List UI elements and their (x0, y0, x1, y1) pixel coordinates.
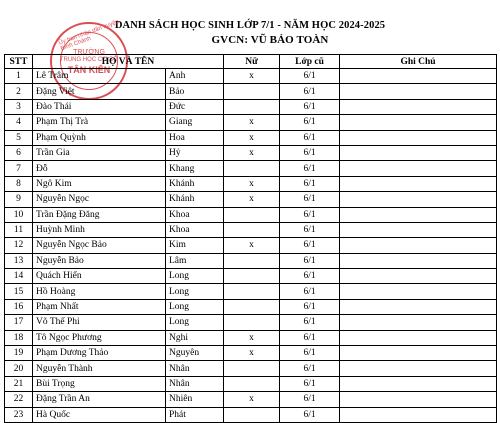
row-ho: Võ Thế Phi (33, 315, 166, 330)
row-lop-cu: 6/1 (280, 407, 340, 422)
row-stt: 6 (5, 145, 33, 160)
row-ghi-chu (340, 346, 497, 361)
table-row (5, 315, 497, 330)
row-ghi-chu (340, 330, 497, 345)
row-ten: Hoa (166, 130, 224, 145)
row-lop-cu: 6/1 (280, 99, 340, 114)
header-ghi-chu: Ghi Chú (340, 55, 497, 69)
row-ho: Đặng Việt (33, 84, 166, 99)
row-nu: x (224, 176, 280, 191)
row-ghi-chu (340, 299, 497, 314)
row-ghi-chu (340, 238, 497, 253)
row-ten: Phát (166, 407, 224, 422)
row-stt: 8 (5, 176, 33, 191)
table-row (5, 376, 497, 391)
row-ghi-chu (340, 407, 497, 422)
row-ghi-chu (340, 69, 497, 84)
row-lop-cu: 6/1 (280, 315, 340, 330)
row-nu (224, 299, 280, 314)
row-nu (224, 253, 280, 268)
table-row (5, 130, 497, 145)
row-ho: Ngô Kim (33, 176, 166, 191)
table-row (5, 299, 497, 314)
row-ten: Khoa (166, 207, 224, 222)
row-ten: Đức (166, 99, 224, 114)
row-lop-cu: 6/1 (280, 361, 340, 376)
row-lop-cu: 6/1 (280, 161, 340, 176)
row-stt: 3 (5, 99, 33, 114)
row-ho: Nguyễn Thành (33, 361, 166, 376)
row-lop-cu: 6/1 (280, 299, 340, 314)
row-ten: Long (166, 269, 224, 284)
row-lop-cu: 6/1 (280, 284, 340, 299)
row-ghi-chu (340, 376, 497, 391)
table-header-row (5, 55, 497, 69)
header-ho-ten: HỌ VÀ TÊN (33, 55, 224, 69)
row-ten: Nhân (166, 376, 224, 391)
table-row (5, 115, 497, 130)
table-row (5, 161, 497, 176)
row-lop-cu: 6/1 (280, 69, 340, 84)
row-ho: Tô Ngọc Phương (33, 330, 166, 345)
row-nu: x (224, 130, 280, 145)
row-ho: Đào Thái (33, 99, 166, 114)
row-ghi-chu (340, 222, 497, 237)
row-ten: Bảo (166, 84, 224, 99)
row-stt: 22 (5, 392, 33, 407)
row-stt: 12 (5, 238, 33, 253)
row-ho: Phạm Nhất (33, 299, 166, 314)
row-ghi-chu (340, 145, 497, 160)
row-lop-cu: 6/1 (280, 130, 340, 145)
row-stt: 5 (5, 130, 33, 145)
row-ten: Khánh (166, 192, 224, 207)
row-ten: Long (166, 299, 224, 314)
row-ho: Lê Trâm (33, 69, 166, 84)
row-ten: Nhân (166, 361, 224, 376)
row-ho: Trần Gia (33, 145, 166, 160)
row-ho: Phạm Dương Thảo (33, 346, 166, 361)
stamp-ring-text: Ủy ban nhân dân huyện Bình Chánh (57, 19, 120, 53)
row-ghi-chu (340, 269, 497, 284)
row-ten: Khang (166, 161, 224, 176)
row-nu (224, 84, 280, 99)
table-row (5, 330, 497, 345)
row-ten: Nghi (166, 330, 224, 345)
row-ghi-chu (340, 192, 497, 207)
row-ho: Hồ Hoàng (33, 284, 166, 299)
row-ten: Long (166, 284, 224, 299)
row-stt: 9 (5, 192, 33, 207)
row-lop-cu: 6/1 (280, 207, 340, 222)
row-nu (224, 207, 280, 222)
table-row (5, 192, 497, 207)
table-row (5, 238, 497, 253)
row-ghi-chu (340, 130, 497, 145)
row-ten: Lâm (166, 253, 224, 268)
row-ghi-chu (340, 315, 497, 330)
row-lop-cu: 6/1 (280, 253, 340, 268)
row-lop-cu: 6/1 (280, 192, 340, 207)
row-lop-cu: 6/1 (280, 145, 340, 160)
row-ho: Phạm Quỳnh (33, 130, 166, 145)
row-stt: 13 (5, 253, 33, 268)
student-table (4, 54, 497, 423)
row-ho: Trần Đặng Đăng (33, 207, 166, 222)
row-ho: Nguyễn Bảo (33, 253, 166, 268)
table-row (5, 269, 497, 284)
table-row (5, 99, 497, 114)
table-row (5, 207, 497, 222)
row-nu: x (224, 346, 280, 361)
table-row (5, 407, 497, 422)
table-row (5, 69, 497, 84)
row-stt: 1 (5, 69, 33, 84)
row-ten: Nhiên (166, 392, 224, 407)
row-ghi-chu (340, 99, 497, 114)
header-nu: Nữ (224, 55, 280, 69)
row-ho: Phạm Thị Trà (33, 115, 166, 130)
table-row (5, 361, 497, 376)
row-ho: Quách Hiển (33, 269, 166, 284)
row-stt: 17 (5, 315, 33, 330)
row-nu: x (224, 145, 280, 160)
row-lop-cu: 6/1 (280, 330, 340, 345)
row-stt: 7 (5, 161, 33, 176)
row-lop-cu: 6/1 (280, 222, 340, 237)
table-row (5, 284, 497, 299)
row-ho: Nguyễn Ngọc Bảo (33, 238, 166, 253)
row-ho: Hà Quốc (33, 407, 166, 422)
row-nu: x (224, 69, 280, 84)
row-lop-cu: 6/1 (280, 176, 340, 191)
row-ghi-chu (340, 284, 497, 299)
row-ghi-chu (340, 84, 497, 99)
row-nu (224, 269, 280, 284)
table-row (5, 176, 497, 191)
row-ho: Đỗ (33, 161, 166, 176)
row-ghi-chu (340, 207, 497, 222)
row-ten: Nguyên (166, 346, 224, 361)
stamp-name-line3: TÂN KIÊN (67, 65, 111, 75)
row-nu (224, 222, 280, 237)
row-stt: 21 (5, 376, 33, 391)
row-ten: Kim (166, 238, 224, 253)
table-row (5, 145, 497, 160)
row-stt: 15 (5, 284, 33, 299)
row-lop-cu: 6/1 (280, 115, 340, 130)
row-ghi-chu (340, 161, 497, 176)
row-lop-cu: 6/1 (280, 269, 340, 284)
row-ten: Hỷ (166, 145, 224, 160)
row-lop-cu: 6/1 (280, 84, 340, 99)
row-stt: 14 (5, 269, 33, 284)
row-stt: 18 (5, 330, 33, 345)
table-row (5, 253, 497, 268)
row-stt: 10 (5, 207, 33, 222)
table-body (5, 69, 497, 423)
row-nu (224, 284, 280, 299)
row-lop-cu: 6/1 (280, 376, 340, 391)
row-stt: 4 (5, 115, 33, 130)
table-row (5, 222, 497, 237)
page-title: DANH SÁCH HỌC SINH LỚP 7/1 - NĂM HỌC 2024-2025 (114, 20, 386, 31)
row-ghi-chu (340, 253, 497, 268)
row-ghi-chu (340, 361, 497, 376)
row-lop-cu: 6/1 (280, 346, 340, 361)
table-row (5, 346, 497, 361)
row-stt: 11 (5, 222, 33, 237)
row-ten: Khoa (166, 222, 224, 237)
row-ho: Đặng Trần An (33, 392, 166, 407)
row-stt: 23 (5, 407, 33, 422)
row-stt: 20 (5, 361, 33, 376)
row-ten: Anh (166, 69, 224, 84)
row-nu (224, 315, 280, 330)
row-nu: x (224, 192, 280, 207)
row-stt: 2 (5, 84, 33, 99)
stamp-name-line2: TRUNG HỌC CƠ SỞ (59, 57, 119, 63)
row-nu: x (224, 330, 280, 345)
table-row (5, 84, 497, 99)
row-nu (224, 99, 280, 114)
page-subtitle: GVCN: VŨ BẢO TOÀN (211, 34, 329, 46)
header-lop-cu: Lớp cũ (280, 55, 340, 69)
row-nu: x (224, 238, 280, 253)
header-stt: STT (5, 55, 33, 69)
row-ghi-chu (340, 115, 497, 130)
row-nu (224, 376, 280, 391)
row-ho: Bùi Trọng (33, 376, 166, 391)
row-ghi-chu (340, 176, 497, 191)
row-nu (224, 407, 280, 422)
row-stt: 19 (5, 346, 33, 361)
row-nu: x (224, 392, 280, 407)
row-ten: Long (166, 315, 224, 330)
row-ho: Huỳnh Minh (33, 222, 166, 237)
row-stt: 16 (5, 299, 33, 314)
row-ho: Nguyễn Ngọc (33, 192, 166, 207)
row-ten: Giang (166, 115, 224, 130)
row-ten: Khánh (166, 176, 224, 191)
stamp-name-line1: TRƯỜNG (73, 49, 105, 56)
row-nu (224, 161, 280, 176)
row-nu: x (224, 115, 280, 130)
row-nu (224, 361, 280, 376)
row-lop-cu: 6/1 (280, 392, 340, 407)
row-lop-cu: 6/1 (280, 238, 340, 253)
